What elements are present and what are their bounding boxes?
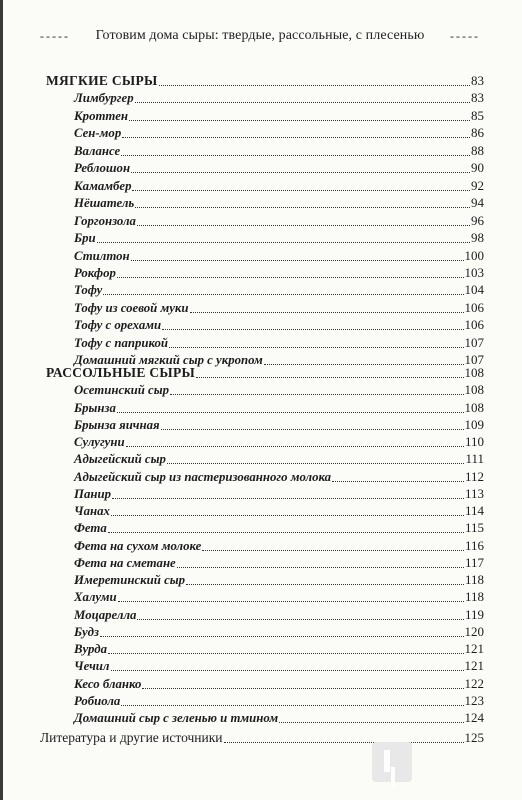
toc-entry (74, 281, 484, 298)
page-number: 119 (464, 606, 484, 622)
toc-entry (74, 299, 484, 316)
toc-entry (74, 264, 484, 281)
toc-entry (74, 229, 484, 246)
page-number: 92 (471, 177, 484, 193)
page-number: 88 (471, 142, 484, 158)
dot-leader (279, 722, 463, 723)
dot-leader (224, 742, 464, 743)
page-number: 123 (464, 692, 484, 708)
dot-leader (97, 242, 470, 243)
toc-entry (74, 381, 484, 398)
dot-leader (126, 446, 464, 447)
dot-leader (137, 225, 470, 226)
dot-leader (129, 120, 470, 121)
dot-leader (196, 377, 463, 378)
entry-label: РАССОЛЬНЫЕ СЫРЫ (46, 365, 196, 380)
page-number: 108 (464, 382, 484, 398)
entry-label: Осетинский сыр (74, 383, 169, 398)
toc-entry (74, 623, 484, 640)
entry-label: Реблошон (74, 161, 131, 176)
page-number: 106 (464, 317, 484, 333)
toc-entry (74, 606, 484, 623)
page-number: 125 (464, 730, 484, 745)
entry-label: Лимбургер (74, 91, 134, 106)
dot-leader (112, 498, 464, 499)
entry-label: Будз (74, 624, 99, 639)
page-number: 104 (464, 282, 484, 298)
toc-entry (74, 177, 484, 194)
entry-label: Домашний сыр с зеленью и тмином (74, 711, 279, 725)
page-number: 109 (464, 416, 484, 432)
entry-label: Чанах (74, 504, 110, 518)
entry-label: Бри (74, 231, 96, 246)
page-number: 117 (464, 554, 484, 570)
dot-leader (103, 294, 463, 295)
page-number: 118 (464, 572, 484, 587)
page-number: 85 (471, 107, 484, 123)
header-dashes-right: ----- (450, 28, 480, 43)
page-edge (0, 0, 3, 800)
page-number: 107 (464, 352, 484, 368)
entry-label: Имеретинский сыр (74, 573, 186, 587)
page-number: 116 (464, 537, 484, 553)
toc-entry-references (40, 729, 484, 746)
dot-leader (135, 207, 470, 208)
toc-entry (74, 433, 484, 450)
toc-entry (74, 159, 484, 176)
toc-entry (74, 316, 484, 333)
entry-label: Кесо бланко (74, 676, 142, 691)
toc-entry (74, 675, 484, 692)
entry-label: Горгонзола (74, 213, 136, 228)
page-number: 108 (464, 399, 484, 415)
dot-leader (161, 429, 464, 430)
entry-label: Кроттен (74, 108, 128, 123)
dot-leader (177, 567, 464, 568)
dot-leader (202, 550, 464, 551)
page-number: 122 (464, 675, 484, 691)
entry-label: Тофу (74, 283, 103, 298)
page-number: 103 (464, 264, 484, 280)
page-number: 110 (464, 434, 484, 449)
entry-label: Фета на сухом молоке (74, 538, 202, 553)
dot-leader (159, 85, 470, 86)
book-title: Готовим дома сыры: твердые, рассольные, с плесенью (95, 28, 425, 43)
dot-leader (137, 619, 464, 620)
toc-entry (74, 107, 484, 124)
entry-label: Халуми (74, 590, 117, 605)
entry-label: Фета на сметане (74, 555, 176, 570)
dot-leader (111, 670, 464, 671)
toc-entry (74, 554, 484, 571)
page-number: 106 (464, 299, 484, 315)
entry-label: Адыгейский сыр из пастеризованного молока (74, 469, 332, 484)
toc-entry (74, 502, 484, 519)
entry-label: Брынза (74, 400, 116, 415)
toc-entry (74, 212, 484, 229)
page-number: 118 (464, 589, 484, 605)
page-number: 120 (464, 623, 484, 639)
page-number: 114 (464, 503, 484, 518)
toc-entry (74, 537, 484, 554)
toc-entry (74, 399, 484, 416)
toc-entry (74, 247, 484, 264)
toc-entry (74, 142, 484, 159)
entry-label: Домашний мягкий сыр с укропом (74, 353, 263, 368)
dot-leader (100, 636, 464, 637)
section-heading-brine-cheeses (46, 364, 484, 381)
page-number: 121 (464, 641, 484, 656)
entry-label: Адыгейский сыр (74, 452, 166, 467)
page-number: 121 (464, 658, 484, 674)
page-number: 111 (465, 451, 484, 467)
section-heading-soft-cheeses (46, 72, 484, 89)
toc-entry (74, 485, 484, 502)
entry-label: Тофу с паприкой (74, 335, 169, 350)
toc-entry (74, 334, 484, 351)
dot-leader (167, 463, 465, 464)
page-number: 107 (464, 334, 484, 350)
dot-leader (121, 705, 463, 706)
dot-leader (108, 653, 463, 654)
toc-entry (74, 657, 484, 674)
page-number: 100 (464, 247, 484, 263)
entry-label: Валансе (74, 143, 121, 158)
publisher-logo-icon (372, 742, 412, 782)
entry-label: Камамбер (74, 178, 132, 193)
page-number: 115 (464, 520, 484, 536)
page-number: 112 (464, 468, 484, 484)
entry-label: Тофу с орехами (74, 318, 162, 333)
toc-entry (74, 89, 484, 106)
toc-entry (74, 450, 484, 467)
entry-label: Нёшатель (74, 196, 135, 211)
toc-entry (74, 468, 484, 485)
entry-label: Тофу из соевой муки (74, 300, 189, 315)
entry-label: Робиола (74, 693, 121, 708)
page-number: 86 (471, 125, 484, 141)
entry-label: Стилтон (74, 248, 130, 263)
dot-leader (131, 260, 464, 261)
dot-leader (170, 394, 464, 395)
page-number: 96 (471, 212, 484, 228)
dot-leader (118, 601, 464, 602)
dot-leader (132, 190, 470, 191)
page-number: 90 (471, 160, 484, 176)
dot-leader (186, 584, 464, 585)
toc-entry (74, 571, 484, 588)
toc-entry (74, 416, 484, 433)
page-number: 83 (471, 73, 484, 88)
dot-leader (108, 532, 464, 533)
toc-entry (74, 519, 484, 536)
entry-label: Вурда (74, 642, 108, 656)
dot-leader (332, 481, 464, 482)
page-number: 94 (471, 195, 484, 211)
dot-leader (117, 412, 464, 413)
entry-label: Сен-мор (74, 126, 122, 141)
toc-entry (74, 640, 484, 657)
entry-label: Рокфор (74, 265, 116, 280)
toc-entry (74, 692, 484, 709)
toc-entry (74, 709, 484, 726)
dot-leader (131, 172, 470, 173)
page-number: 98 (471, 230, 484, 246)
dot-leader (162, 329, 463, 330)
dot-leader (122, 137, 470, 138)
dot-leader (117, 277, 464, 278)
page-number: 83 (471, 90, 484, 106)
entry-label: Брынза яичная (74, 417, 160, 432)
header-dashes-left: ----- (40, 28, 70, 43)
dot-leader (111, 515, 464, 516)
page-number: 113 (464, 485, 484, 501)
toc-entry (74, 588, 484, 605)
entry-label: Фета (74, 521, 107, 536)
dot-leader (142, 688, 463, 689)
entry-label: Литература и другие источники (40, 730, 223, 745)
dot-leader (135, 102, 470, 103)
page-number: 108 (464, 365, 484, 380)
entry-label: МЯГКИЕ СЫРЫ (46, 73, 158, 88)
toc-entry (74, 194, 484, 211)
entry-label: Панир (74, 486, 111, 501)
entry-label: Сулугуни (74, 435, 125, 449)
running-header (40, 28, 480, 44)
page-number: 124 (464, 710, 484, 725)
dot-leader (190, 312, 464, 313)
entry-label: Моцарелла (74, 607, 137, 622)
dot-leader (121, 155, 470, 156)
dot-leader (169, 347, 463, 348)
entry-label: Чечил (74, 659, 110, 674)
toc-entry (74, 124, 484, 141)
